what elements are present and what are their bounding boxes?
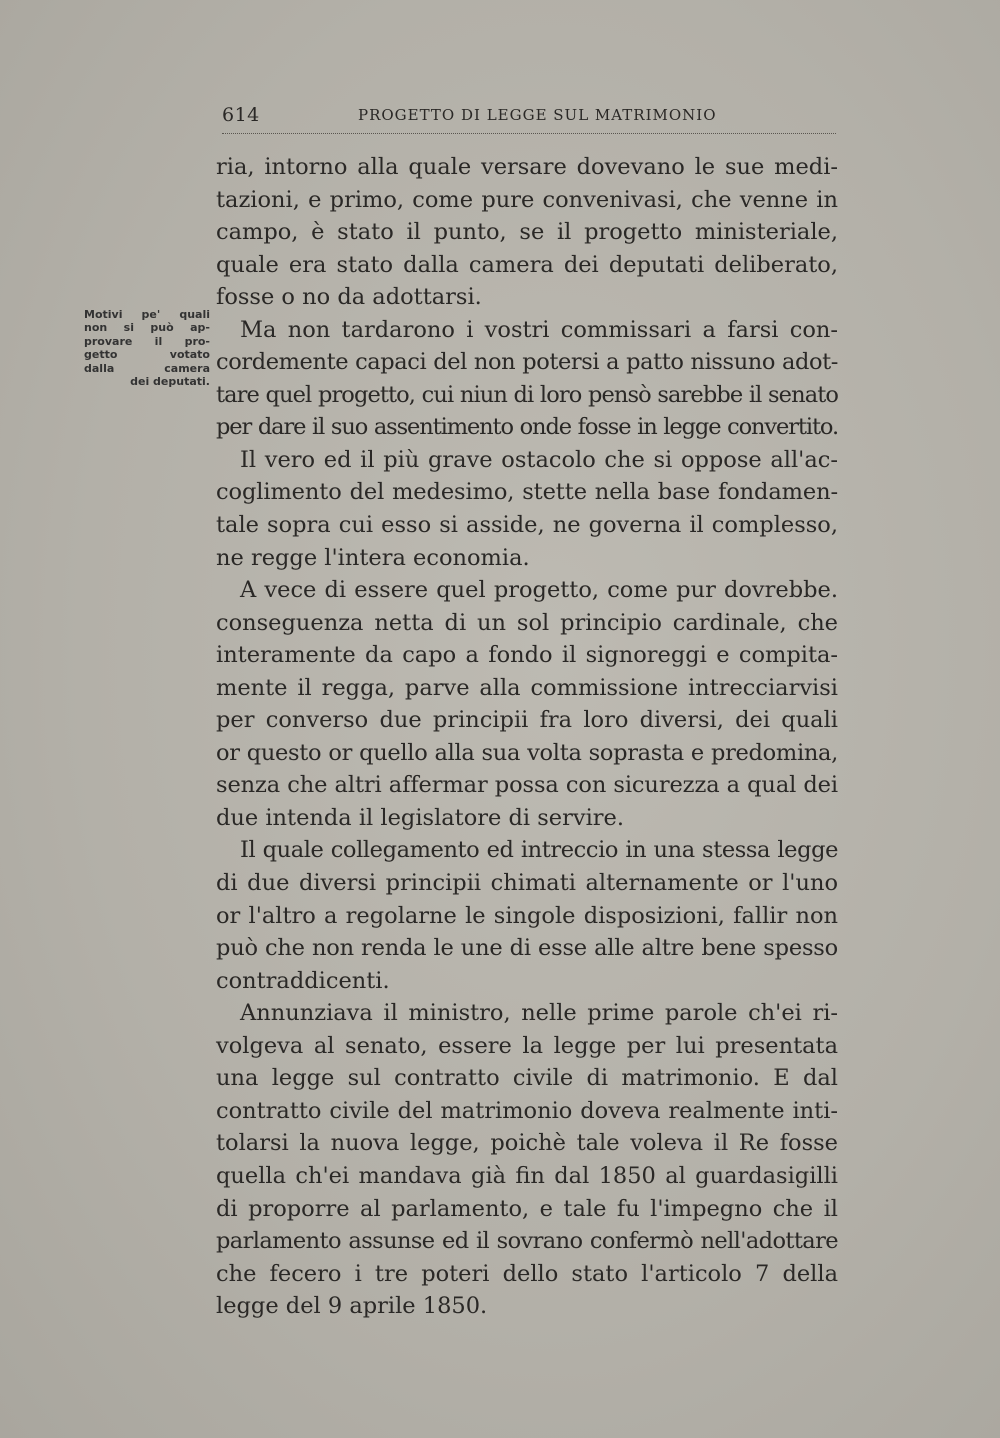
text-line: campo, è stato il punto, se il progetto ministeriale, <box>216 219 838 246</box>
text-line: tazioni, e primo, come pure convenivasi, che venne in <box>216 186 838 213</box>
marginal-note-line: getto votato <box>84 348 210 362</box>
text-line: quale era stato dalla camera dei deputati deliberato, <box>216 251 838 278</box>
marginal-note-line: non si può ap- <box>84 321 210 335</box>
text-line: una legge sul contratto civile di matrimonio. E dal <box>216 1065 838 1092</box>
text-line: Ma non tardarono i vostri commissari a farsi con- <box>240 316 838 343</box>
text-line: per dare il suo assentimento onde fosse in legge convertito. <box>216 414 838 441</box>
header-rule <box>222 133 836 134</box>
text-line: contratto civile del matrimonio doveva realmente inti- <box>216 1097 838 1124</box>
text-line: or questo or quello alla sua volta soprasta e predomina, <box>216 739 838 766</box>
text-line: A vece di essere quel progetto, come pur dovrebbe. <box>240 577 838 604</box>
text-line: legge del 9 aprile 1850. <box>216 1293 488 1320</box>
text-line: coglimento del medesimo, stette nella base fondamen- <box>216 479 838 506</box>
marginal-note-line: dei deputati. <box>130 375 210 389</box>
text-line: due intenda il legislatore di servire. <box>216 804 624 831</box>
text-line: Annunziava il ministro, nelle prime parole ch'ei ri- <box>240 1000 838 1027</box>
text-line: or l'altro a regolarne le singole disposizioni, fallir non <box>216 902 838 929</box>
text-line: conseguenza netta di un sol principio cardinale, che <box>216 609 838 636</box>
text-line: parlamento assunse ed il sovrano confermò nell'adottare <box>216 1228 838 1255</box>
page-number: 614 <box>222 104 260 126</box>
text-line: contraddicenti. <box>216 967 390 994</box>
text-line: che fecero i tre poteri dello stato l'articolo 7 della <box>216 1260 838 1287</box>
text-line: per converso due principii fra loro diversi, dei quali <box>216 707 838 734</box>
text-line: quella ch'ei mandava già fin dal 1850 al guardasigilli <box>216 1162 838 1189</box>
text-line: Il quale collegamento ed intreccio in una stessa legge <box>240 837 838 864</box>
marginal-note <box>84 308 210 388</box>
marginal-note-line: Motivi pe' quali <box>84 308 210 321</box>
text-line: ria, intorno alla quale versare dovevano le sue medi- <box>216 154 838 180</box>
text-line: Il vero ed il più grave ostacolo che si oppose all'ac- <box>240 446 838 473</box>
text-line: di due diversi principii chimati alternamente or l'uno <box>216 870 838 897</box>
text-line: volgeva al senato, essere la legge per lui presentata <box>216 1032 838 1059</box>
text-line: mente il regga, parve alla commissione intrecciarvisi <box>216 674 838 701</box>
text-line: cordemente capaci del non potersi a patto nissuno adot- <box>216 349 838 376</box>
marginal-note-line: provare il pro- <box>84 334 210 348</box>
page-header <box>222 104 836 130</box>
text-line: tare quel progetto, cui niun di loro pensò sarebbe il senato <box>216 381 838 408</box>
running-title: PROGETTO DI LEGGE SUL MATRIMONIO <box>358 106 717 124</box>
text-line: può che non renda le une di esse alle altre bene spesso <box>216 935 838 962</box>
text-line: interamente da capo a fondo il signoreggi e compita- <box>216 642 838 669</box>
text-line: fosse o no da adottarsi. <box>216 284 482 311</box>
text-line: di proporre al parlamento, e tale fu l'impegno che il <box>216 1195 838 1222</box>
text-line: senza che altri affermar possa con sicurezza a qual dei <box>216 772 838 799</box>
body-text <box>216 151 838 1323</box>
text-line: tolarsi la nuova legge, poichè tale voleva il Re fosse <box>216 1130 838 1157</box>
text-line: tale sopra cui esso si asside, ne governa il complesso, <box>216 512 838 539</box>
text-line: ne regge l'intera economia. <box>216 544 530 571</box>
marginal-note-line: dalla camera <box>84 361 210 375</box>
